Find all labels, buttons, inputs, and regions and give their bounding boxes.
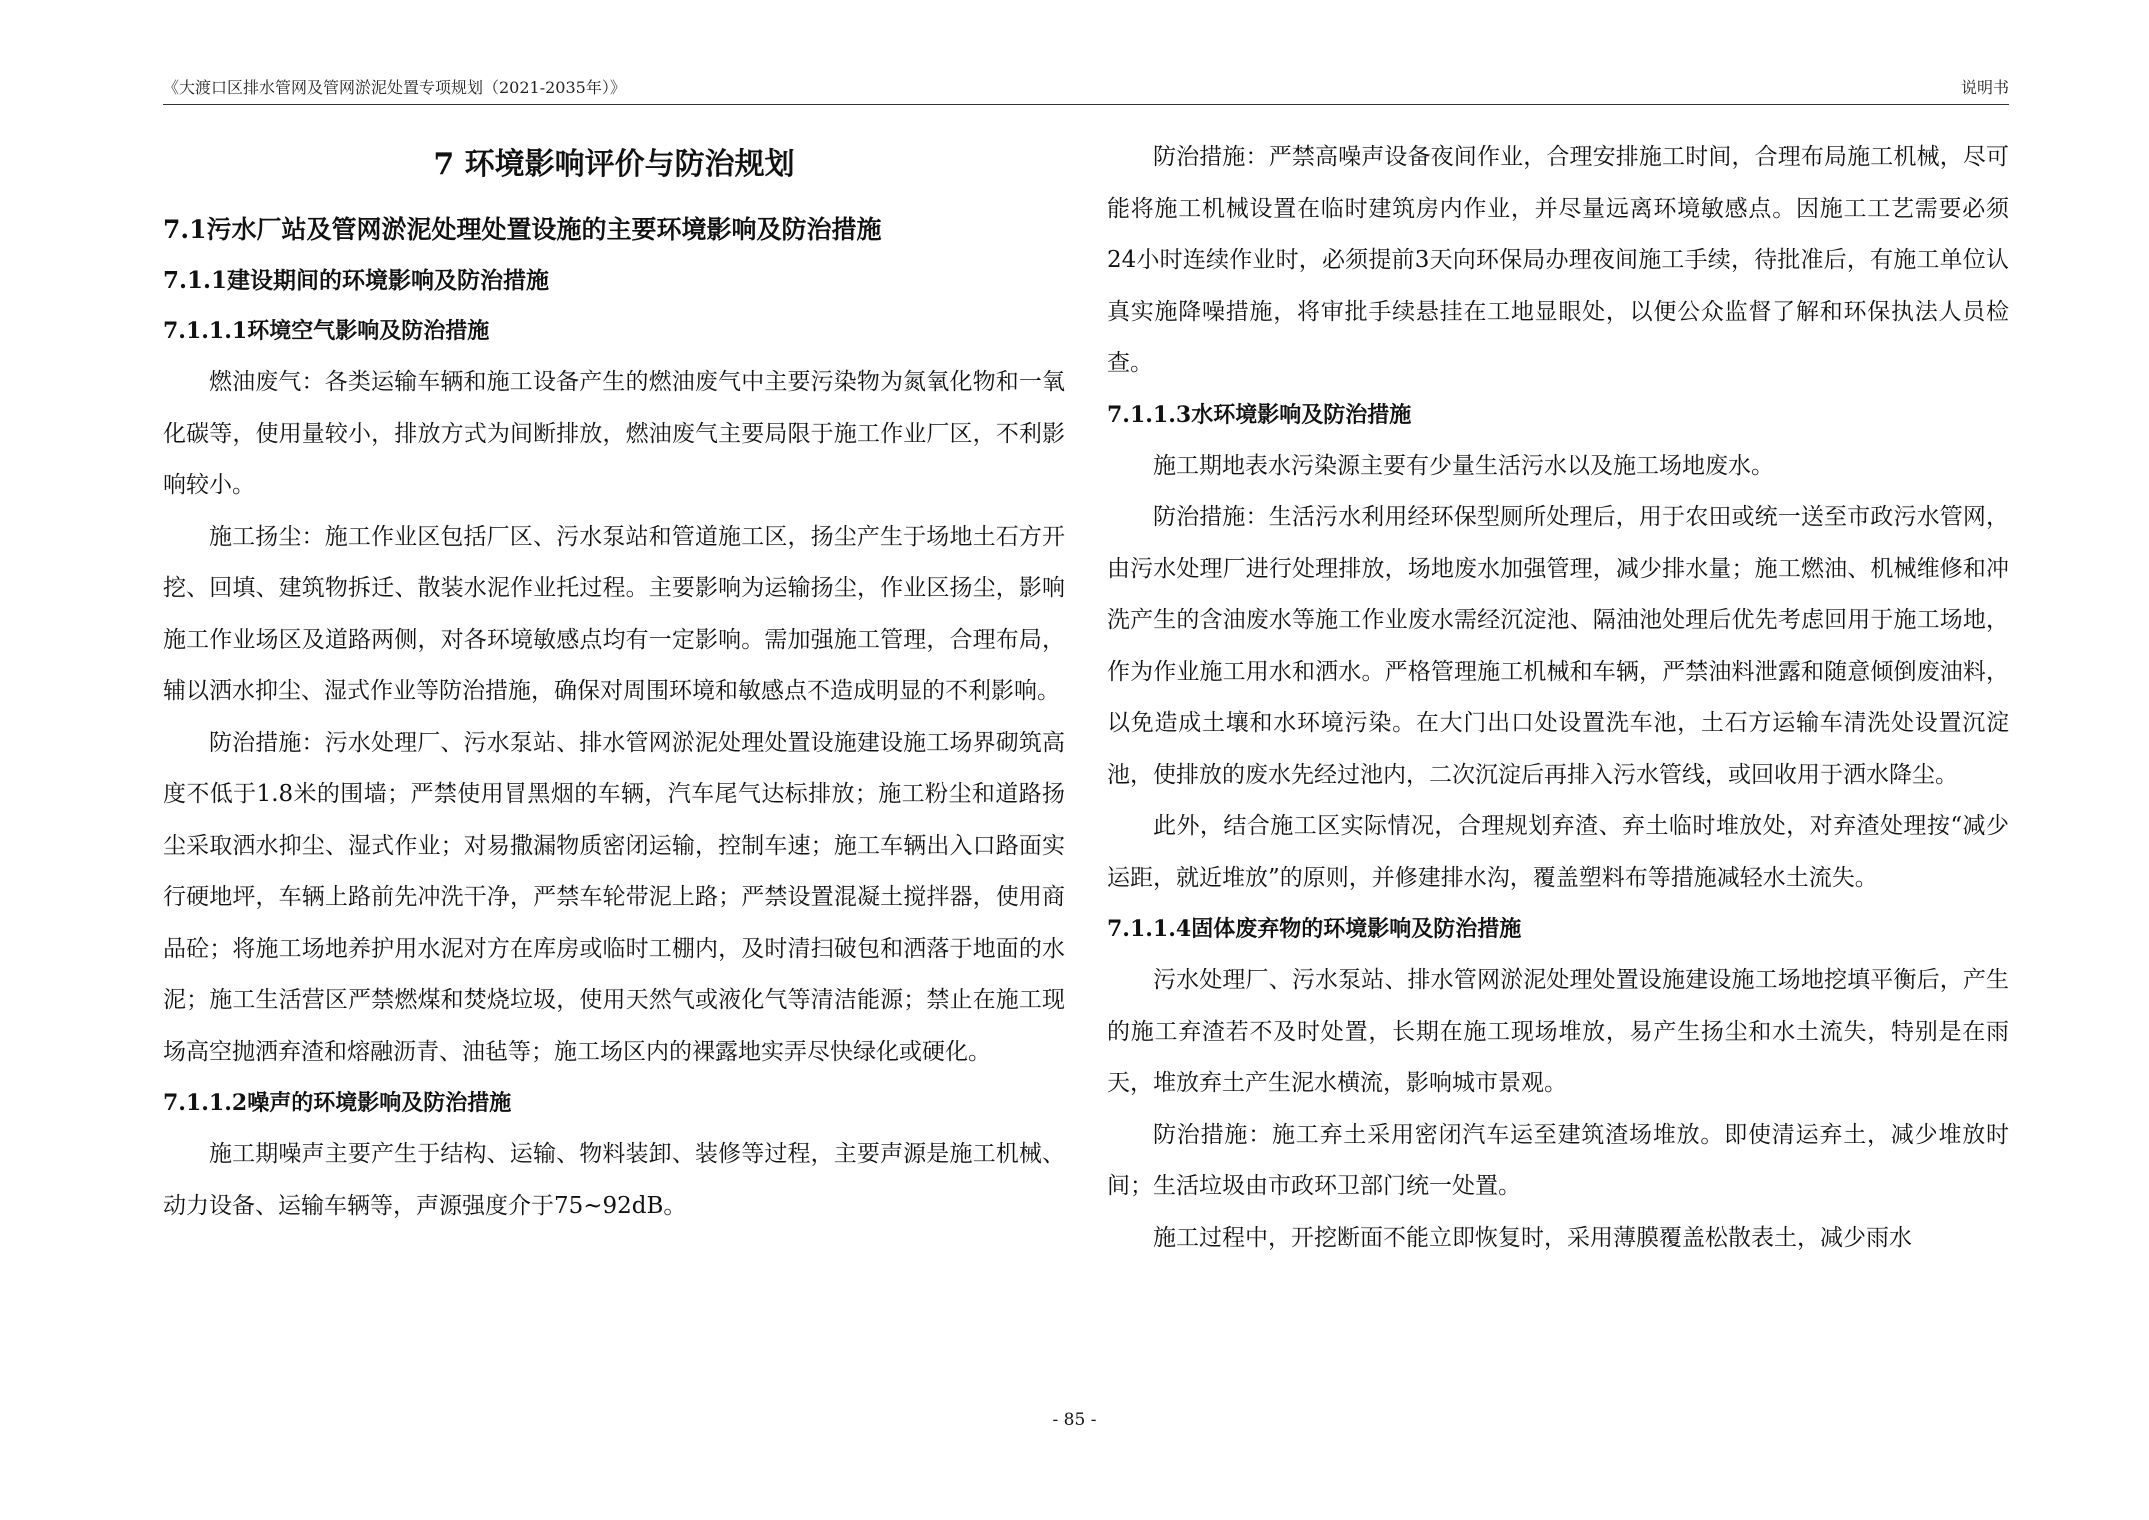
paragraph-excavation: 施工过程中，开挖断面不能立即恢复时，采用薄膜覆盖松散表土，减少雨水 bbox=[1153, 1224, 1912, 1251]
page-number: - 85 - bbox=[1052, 1410, 1097, 1430]
document-type: 说明书 bbox=[1960, 78, 2009, 97]
left-column bbox=[163, 132, 1065, 1232]
paragraph-water: 施工期地表水污染源主要有少量生活污水以及施工场地废水。 bbox=[1153, 452, 1774, 479]
paragraph-air-measures: 防治措施：污水处理厂、污水泵站、排水管网淤泥处理处置设施建设施工场界砌筑高度不低于1.8米的围墙；严禁使用冒黑烟的车辆，汽车尾气达标排放；施工粉尘和道路扬尘采取洒水抑尘、湿式作业；对易撒漏物质密闭运输，控制车速；施工车辆出入口路面实行硬地坪，车辆上路前先冲洗干净，严禁车轮带泥上路；严禁设置混凝土搅拌器，使用商品砼；将施工场地养护用水泥对方在库房或临时工棚内，及时清扫破包和洒落于地面的水泥；施工生活营区严禁燃煤和焚烧垃圾，使用天然气或液化气等清洁能源；禁止在施工现场高空抛洒弃渣和熔融沥青、油毡等；施工场区内的裸露地实弄尽快绿化或硬化。 bbox=[163, 729, 1065, 1065]
heading-solid-waste: 7.1.1.4固体废弃物的环境影响及防治措施 bbox=[1107, 916, 1522, 942]
document-title: 《大渡口区排水管网及管网淤泥处置专项规划（2021-2035年）》 bbox=[163, 78, 626, 97]
right-column bbox=[1107, 132, 2009, 1264]
heading-noise: 7.1.1.2噪声的环境影响及防治措施 bbox=[163, 1090, 512, 1116]
chapter-title: 7 环境影响评价与防治规划 bbox=[433, 147, 795, 182]
paragraph-water-measures: 防治措施：生活污水利用经环保型厕所处理后，用于农田或统一送至市政污水管网，由污水处理厂进行处理排放，场地废水加强管理，减少排水量；施工燃油、机械维修和冲洗产生的含油废水等施工作业废水需经沉淀池、隔油池处理后优先考虑回用于施工场地，作为作业施工用水和洒水。严格管理施工机械和车辆，严禁油料泄露和随意倾倒废油料，以免造成土壤和水环境污染。在大门出口处设置洗车池，土石方运输车清洗处设置沉淀池，使排放的废水先经过池内，二次沉淀后再排入污水管线，或回收用于洒水降尘。 bbox=[1107, 504, 2009, 788]
paragraph-spoil: 此外，结合施工区实际情况，合理规划弃渣、弃土临时堆放处，对弃渣处理按“减少运距，就近堆放”的原则，并修建排水沟，覆盖塑料布等措施减轻水土流失。 bbox=[1107, 813, 2009, 891]
paragraph-fuel-exhaust: 燃油废气：各类运输车辆和施工设备产生的燃油废气中主要污染物为氮氧化物和一氧化碳等，使用量较小，排放方式为间断排放，燃油废气主要局限于施工作业厂区，不利影响较小。 bbox=[163, 369, 1065, 498]
paragraph-noise: 施工期噪声主要产生于结构、运输、物料装卸、装修等过程，主要声源是施工机械、动力设备、运输车辆等，声源强度介于75~92dB。 bbox=[163, 1141, 1065, 1219]
paragraph-noise-measures: 防治措施：严禁高噪声设备夜间作业，合理安排施工时间，合理布局施工机械，尽可能将施工机械设置在临时建筑房内作业，并尽量远离环境敏感点。因施工工艺需要必须24小时连续作业时，必须提前3天向环保局办理夜间施工手续，待批准后，有施工单位认真实施降噪措施，将审批手续悬挂在工地显眼处，以便公众监督了解和环保执法人员检查。 bbox=[1107, 144, 2009, 376]
section-title: 7.1污水厂站及管网淤泥处理处置设施的主要环境影响及防治措施 bbox=[163, 215, 882, 244]
page-header bbox=[163, 74, 2009, 105]
heading-water: 7.1.1.3水环境影响及防治措施 bbox=[1107, 401, 1412, 428]
heading-air: 7.1.1.1环境空气影响及防治措施 bbox=[163, 318, 490, 344]
paragraph-solid-waste: 污水处理厂、污水泵站、排水管网淤泥处理处置设施建设施工场地挖填平衡后，产生的施工弃渣若不及时处置，长期在施工现场堆放，易产生扬尘和水土流失，特别是在雨天，堆放弃土产生泥水横流，影响城市景观。 bbox=[1107, 967, 2009, 1096]
paragraph-solid-measures: 防治措施：施工弃土采用密闭汽车运至建筑渣场堆放。即使清运弃土，减少堆放时间；生活垃圾由市政环卫部门统一处置。 bbox=[1107, 1121, 2009, 1199]
paragraph-construction-dust: 施工扬尘：施工作业区包括厂区、污水泵站和管道施工区，扬尘产生于场地土石方开挖、回填、建筑物拆迁、散装水泥作业托过程。主要影响为运输扬尘，作业区扬尘，影响施工作业场区及道路两侧，对各环境敏感点均有一定影响。需加强施工管理，合理布局，辅以洒水抑尘、湿式作业等防治措施，确保对周围环境和敏感点不造成明显的不利影响。 bbox=[163, 523, 1065, 704]
subsection-title: 7.1.1建设期间的环境影响及防治措施 bbox=[163, 267, 550, 294]
